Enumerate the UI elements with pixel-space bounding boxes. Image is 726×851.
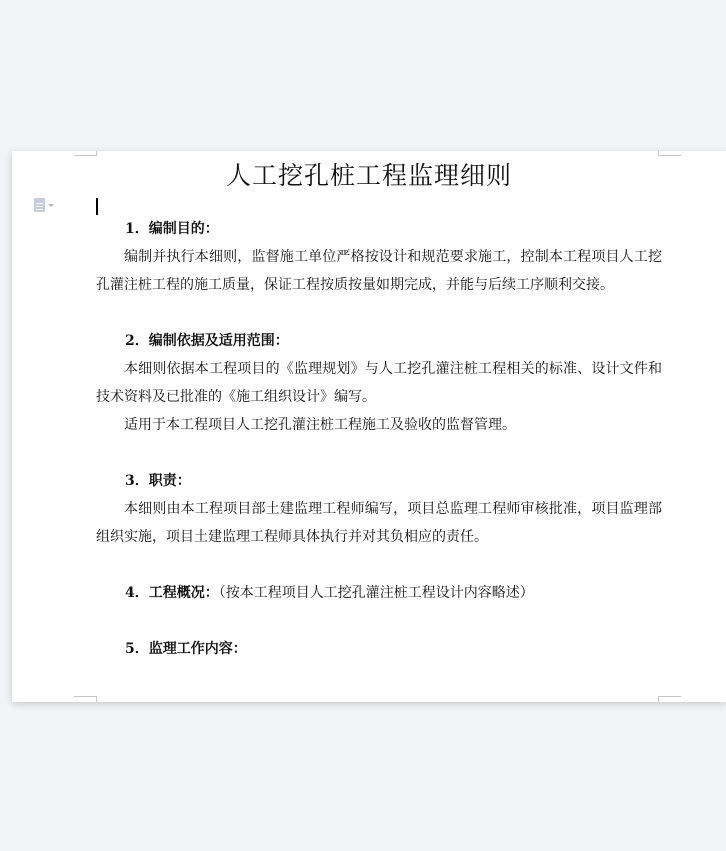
section-heading: 5．监理工作内容： [125, 641, 247, 657]
empty-line [96, 551, 662, 579]
section-heading-label: 4．工程概况： [125, 585, 219, 601]
document-menu-button[interactable] [34, 197, 64, 213]
document-title: 人工挖孔桩工程监理细则 [225, 161, 512, 190]
document-body[interactable] [96, 215, 662, 663]
section-heading: 2．编制依据及适用范围： [125, 333, 289, 349]
section-heading: 3．职责： [125, 473, 191, 489]
page-corner-mark [658, 696, 681, 702]
page-corner-mark [74, 696, 97, 702]
text-cursor [96, 198, 98, 215]
paragraph: 本细则依据本工程项目的《监理规划》与人工挖孔灌注桩工程相关的标准、设计文件和技术资料及已批准的《施工组织设计》编写。 [96, 361, 662, 405]
paragraph: 本细则由本工程项目部土建监理工程师编写，项目总监理工程师审核批准，项目监理部组织实施，项目土建监理工程师具体执行并对其负相应的责任。 [96, 501, 662, 545]
empty-line [96, 439, 662, 467]
section-heading-note: （按本工程项目人工挖孔灌注桩工程设计内容略述） [218, 585, 534, 601]
section-heading [96, 579, 662, 607]
paragraph: 适用于本工程项目人工挖孔灌注桩工程施工及验收的监督管理。 [124, 417, 516, 433]
empty-line [96, 299, 662, 327]
chevron-down-icon [48, 204, 54, 207]
empty-line [96, 607, 662, 635]
document-page[interactable] [12, 151, 726, 702]
document-icon [34, 198, 45, 212]
paragraph: 编制并执行本细则，监督施工单位严格按设计和规范要求施工，控制本工程项目人工挖孔灌注桩工程的施工质量，保证工程按质按量如期完成，并能与后续工序顺利交接。 [96, 249, 662, 293]
section-heading: 1．编制目的： [125, 221, 219, 237]
